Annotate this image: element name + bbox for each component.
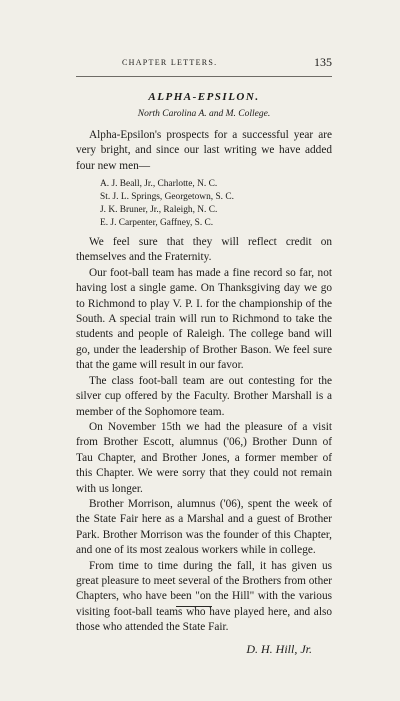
intro-paragraph: Alpha-Epsilon's prospects for a successful year are very bright, and since our last writing we have added four new men— — [76, 128, 332, 172]
paragraph: Our foot-ball team has made a fine record so far, not having lost a single game. On Thanksgiving day we go to Richmond to play V. P. I. for the championship of the South. A special train will run to Richmond to take the students and people of Raleigh. The college band will go, under the leadership of Brother Bason. We feel sure that the game will result in our favor. — [76, 266, 332, 372]
page-header — [76, 56, 332, 72]
member-entry: E. J. Carpenter, Gaffney, S. C. — [100, 218, 214, 229]
paragraph: We feel sure that they will reflect credit on themselves and the Fraternity. — [76, 236, 332, 264]
member-entry: A. J. Beall, Jr., Charlotte, N. C. — [100, 179, 218, 190]
chapter-title: ALPHA-EPSILON. — [148, 91, 260, 103]
page-number: 135 — [314, 55, 332, 69]
paragraph: From time to time during the fall, it has given us great pleasure to meet several of the Brothers from other Chapters, who have been "on the Hill" with the various visiting foot-ball teams who have played here, and also those who attended the State Fair. — [76, 559, 332, 634]
header-rule — [76, 76, 332, 77]
member-entry: J. K. Bruner, Jr., Raleigh, N. C. — [100, 205, 218, 216]
chapter-letter — [76, 90, 332, 657]
running-head: CHAPTER LETTERS. — [122, 58, 218, 67]
paragraph: Brother Morrison, alumnus ('06), spent the week of the State Fair here as a Marshal and a guest of Brother Park. Brother Morrison was the founder of this Chapter, and one of its most zealous workers while in college. — [76, 497, 332, 557]
end-rule — [176, 606, 212, 607]
member-entry: St. J. L. Springs, Georgetown, S. C. — [100, 192, 234, 203]
chapter-subtitle: North Carolina A. and M. College. — [137, 109, 271, 120]
paragraph: The class foot-ball team are out contesting for the silver cup offered by the Faculty. Brother Marshall is a member of the Sophomore team. — [76, 374, 332, 418]
signature: D. H. Hill, Jr. — [246, 641, 312, 656]
new-members-list — [100, 178, 332, 230]
paragraph: On November 15th we had the pleasure of a visit from Brother Escott, alumnus ('06,) Brother Dunn of Tau Chapter, and Brother Jones, a former member of this Chapter. We were sorry that they could not remain with us longer. — [76, 420, 332, 495]
